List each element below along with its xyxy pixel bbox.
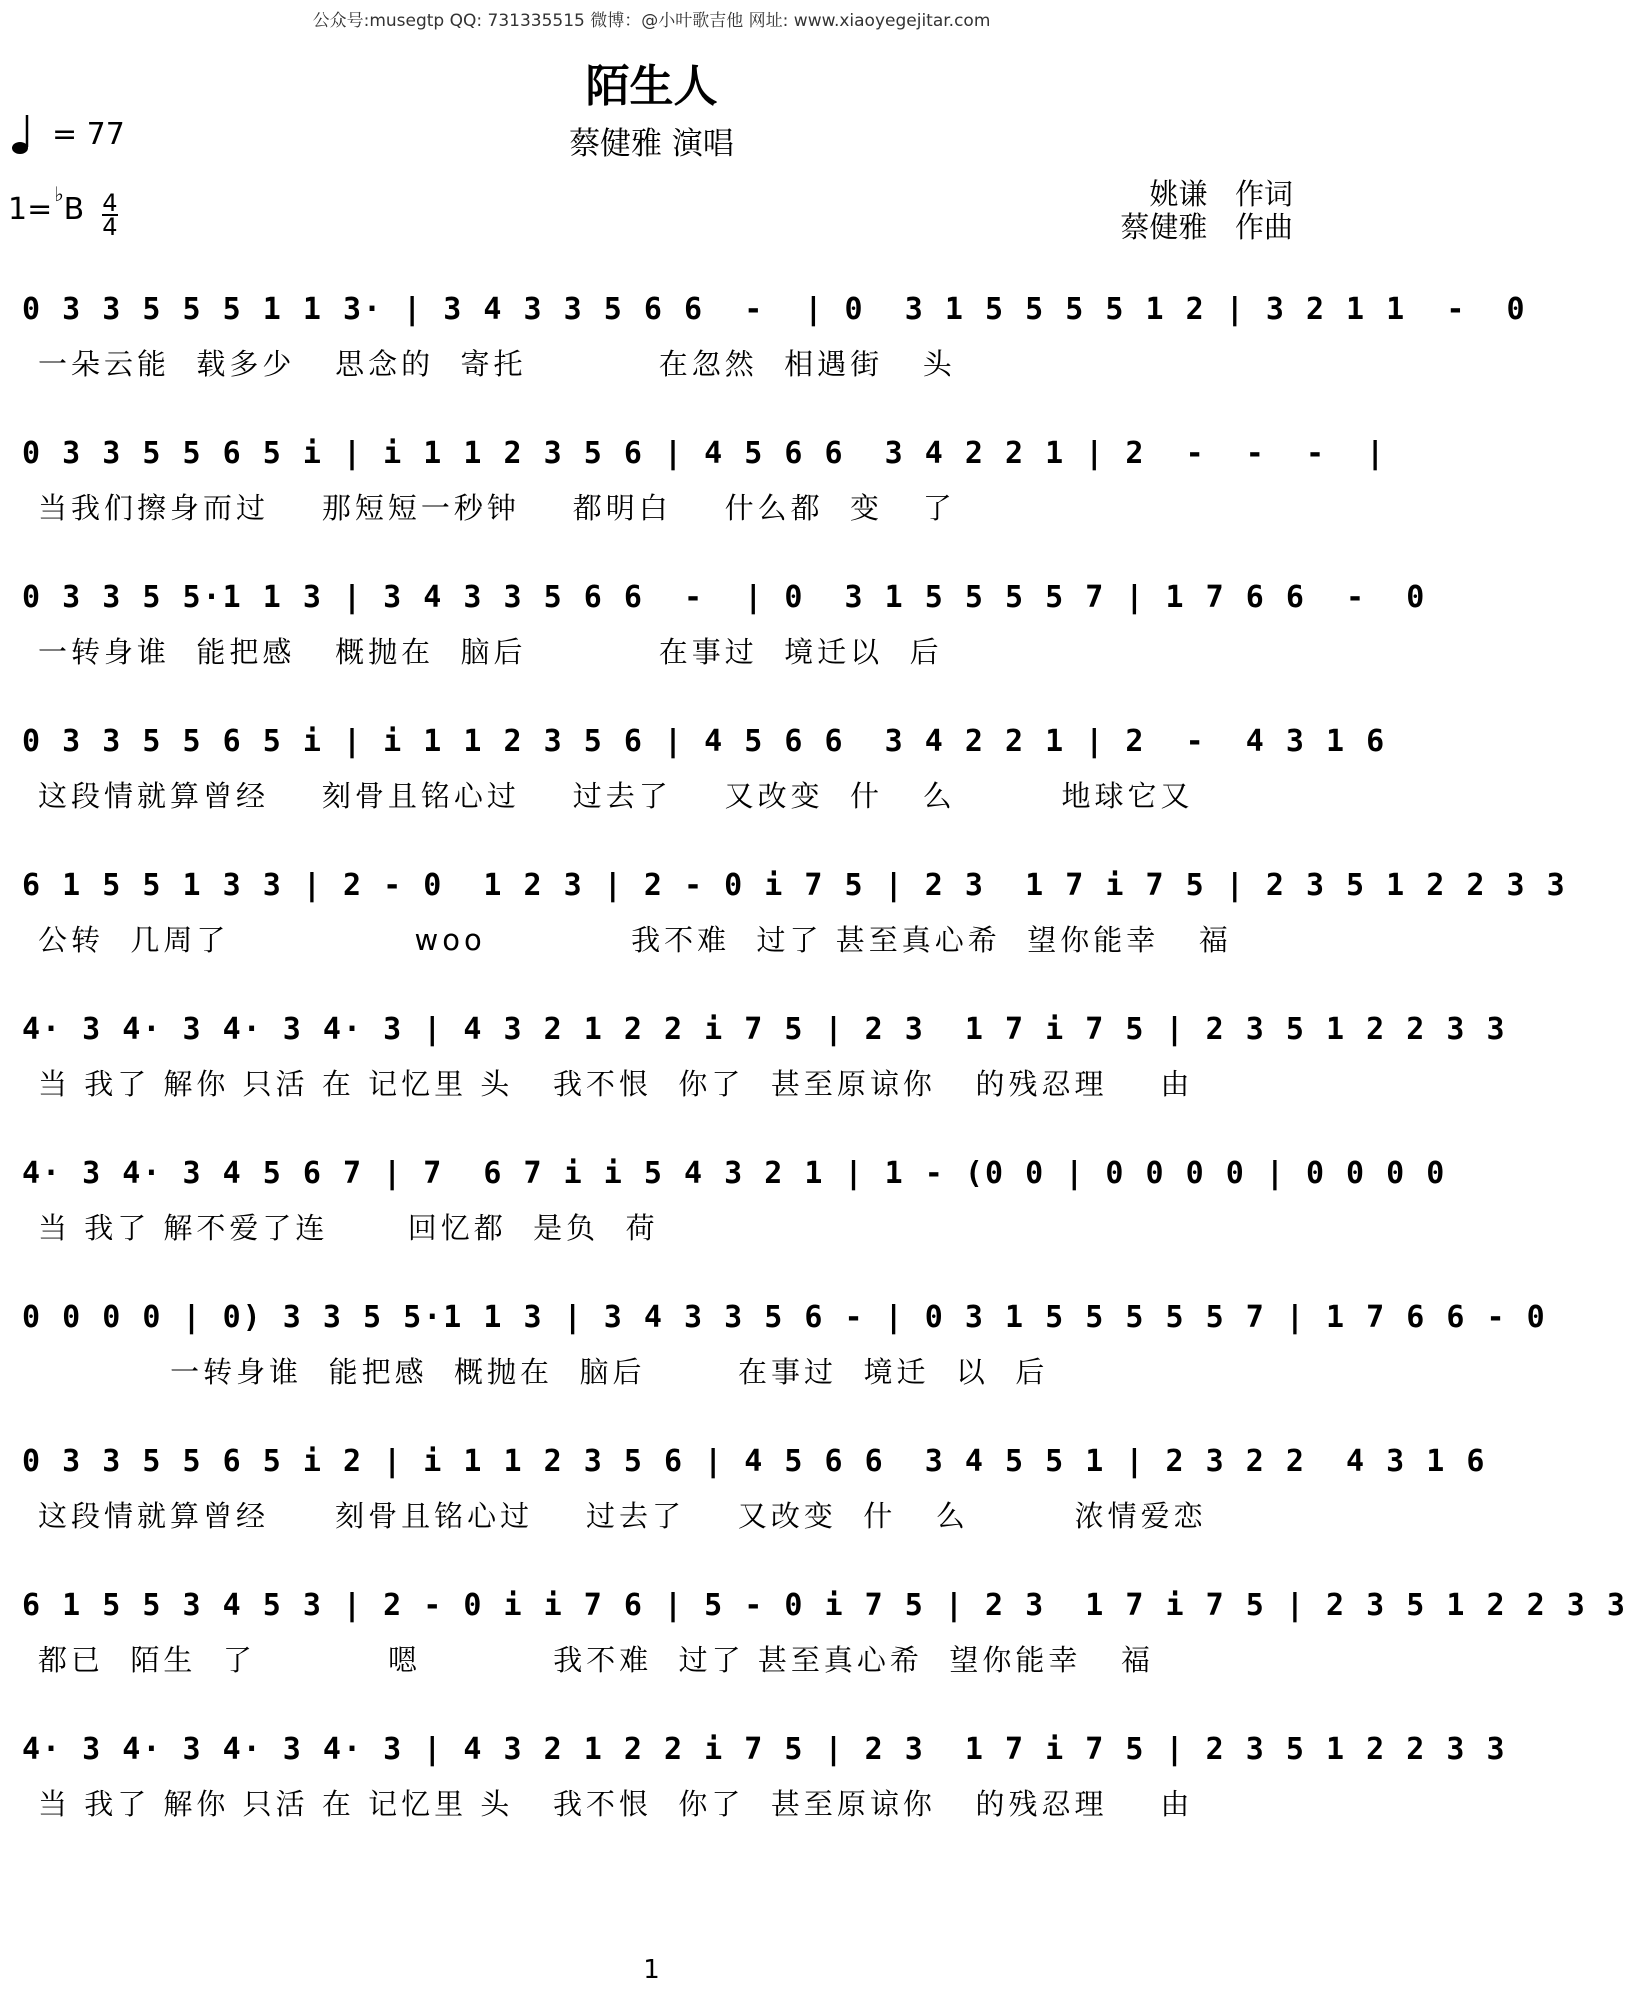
notation-line: 4· 3 4· 3 4· 3 4· 3 | 4 3 2 1 2 2 i 7 5 | 2 3 1 7 i 7 5 | 2 3 5 1 2 2 3 3 xyxy=(22,1732,1507,1767)
notation-line: 0 3 3 5 5 6 5 i 2 | i 1 1 2 3 5 6 | 4 5 6 6 3 4 5 5 1 | 2 3 2 2 4 3 1 6 xyxy=(22,1444,1487,1479)
score-system-2 xyxy=(0,436,1387,566)
lyric-line: 一转身谁 能把感 概抛在 脑后 在事过 境迁以 后 xyxy=(38,635,943,669)
lyric-line: 这段情就算曾经 刻骨且铭心过 过去了 又改变 什 么 浓情爱恋 xyxy=(38,1499,1207,1533)
composer-credit: 蔡健雅 作曲 xyxy=(1120,210,1293,244)
score-system-8 xyxy=(0,1300,1547,1430)
notation-line: 0 3 3 5 5 5 1 1 3· | 3 4 3 3 5 6 6 - | 0 3 1 5 5 5 5 1 2 | 3 2 1 1 - 0 xyxy=(22,292,1527,327)
notation-line: 4· 3 4· 3 4 5 6 7 | 7 6 7 i i 5 4 3 2 1 | 1 - (0 0 | 0 0 0 0 | 0 0 0 0 xyxy=(22,1156,1447,1191)
tempo-value: = 77 xyxy=(52,116,125,152)
lyric-line: 当 我了 解不爱了连 回忆都 是负 荷 xyxy=(38,1211,659,1245)
time-signature xyxy=(102,189,118,241)
key-signature xyxy=(8,182,118,241)
key-prefix: 1= xyxy=(8,192,53,227)
score-system-5 xyxy=(0,868,1567,998)
notation-line: 4· 3 4· 3 4· 3 4· 3 | 4 3 2 1 2 2 i 7 5 | 2 3 1 7 i 7 5 | 2 3 5 1 2 2 3 3 xyxy=(22,1012,1507,1047)
score-system-10 xyxy=(0,1588,1627,1718)
header-info: 公众号:musegtp QQ: 731335515 微博：@小叶歌吉他 网址: www.xiaoyegejitar.com xyxy=(312,11,991,31)
lyric-line: 都已 陌生 了 嗯 我不难 过了 甚至真心希 望你能幸 福 xyxy=(38,1643,1154,1677)
notation-line: 0 3 3 5 5 6 5 i | i 1 1 2 3 5 6 | 4 5 6 6 3 4 2 2 1 | 2 - - - | xyxy=(22,436,1387,471)
time-top: 4 xyxy=(102,189,118,217)
lyric-line: 公转 几周了 woo 我不难 过了 甚至真心希 望你能幸 福 xyxy=(38,923,1232,957)
notation-line: 6 1 5 5 1 3 3 | 2 - 0 1 2 3 | 2 - 0 i 7 5 | 2 3 1 7 i 7 5 | 2 3 5 1 2 2 3 3 xyxy=(22,868,1567,903)
lyric-line: 当 我了 解你 只活 在 记忆里 头 我不恨 你了 甚至原谅你 的残忍理 由 xyxy=(38,1067,1194,1101)
notation-line: 0 0 0 0 | 0) 3 3 5 5·1 1 3 | 3 4 3 3 5 6 - | 0 3 1 5 5 5 5 5 7 | 1 7 6 6 - 0 xyxy=(22,1300,1547,1335)
song-title: 陌生人 xyxy=(585,61,718,112)
score-system-1 xyxy=(0,292,1527,422)
notation-line: 0 3 3 5 5·1 1 3 | 3 4 3 3 5 6 6 - | 0 3 1 5 5 5 5 7 | 1 7 6 6 - 0 xyxy=(22,580,1427,615)
score-system-6 xyxy=(0,1012,1507,1142)
score-system-7 xyxy=(0,1156,1447,1286)
notation-line: 6 1 5 5 3 4 5 3 | 2 - 0 i i 7 6 | 5 - 0 i 7 5 | 2 3 1 7 i 7 5 | 2 3 5 1 2 2 3 3 xyxy=(22,1588,1627,1623)
credits xyxy=(1120,178,1293,244)
lyric-line: 这段情就算曾经 刻骨且铭心过 过去了 又改变 什 么 地球它又 xyxy=(38,779,1194,813)
quarter-note-icon xyxy=(12,113,34,155)
key-note: B xyxy=(63,192,85,227)
score-system-3 xyxy=(0,580,1427,710)
notation-line: 0 3 3 5 5 6 5 i | i 1 1 2 3 5 6 | 4 5 6 6 3 4 2 2 1 | 2 - 4 3 1 6 xyxy=(22,724,1387,759)
tempo-marking xyxy=(12,113,125,155)
lyric-line: 当 我了 解你 只活 在 记忆里 头 我不恨 你了 甚至原谅你 的残忍理 由 xyxy=(38,1787,1194,1821)
flat-sign: ♭ xyxy=(54,182,64,206)
lyric-line: 当我们擦身而过 那短短一秒钟 都明白 什么都 变 了 xyxy=(38,491,956,525)
time-bottom: 4 xyxy=(102,213,118,241)
lyricist-credit: 姚谦 作词 xyxy=(1149,177,1293,211)
lyric-line: 一转身谁 能把感 概抛在 脑后 在事过 境迁 以 后 xyxy=(38,1355,1049,1389)
singer-line: 蔡健雅 演唱 xyxy=(569,126,734,162)
score-system-11 xyxy=(0,1732,1507,1862)
page-number: 1 xyxy=(643,1955,660,1985)
score-system-4 xyxy=(0,724,1387,854)
lyric-line: 一朵云能 载多少 思念的 寄托 在忽然 相遇街 头 xyxy=(38,347,956,381)
score-system-9 xyxy=(0,1444,1487,1574)
